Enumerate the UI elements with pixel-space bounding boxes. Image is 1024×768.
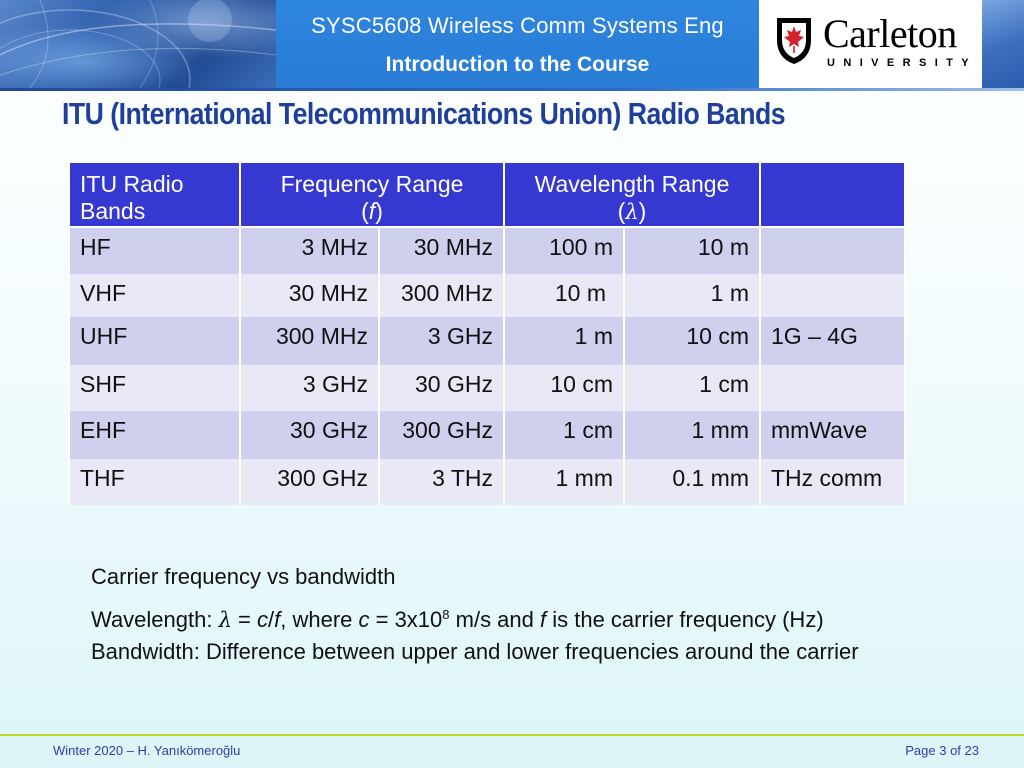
- wavelength-low: 0.1 mm: [624, 459, 760, 505]
- footer-author: Winter 2020 – H. Yanıkömeroğlu: [53, 743, 241, 758]
- band-note: THz comm: [760, 459, 905, 505]
- wavelength-symbol: λ: [625, 200, 639, 224]
- wavelength-high: 1 m: [504, 317, 624, 365]
- wl-units: m/s and: [449, 607, 540, 632]
- band-name: SHF: [69, 365, 240, 411]
- wl-f2: f: [540, 607, 547, 632]
- table-row: [69, 274, 905, 317]
- shield-icon: [775, 16, 813, 66]
- header-bands: ITU Radio Bands: [69, 162, 240, 227]
- wavelength-low: 1 cm: [624, 365, 760, 411]
- band-name: EHF: [69, 411, 240, 459]
- wl-c1: c: [256, 607, 268, 632]
- carleton-logo: [759, 0, 982, 88]
- wl-value: = 3x10: [369, 607, 443, 632]
- header-divider: [0, 88, 1024, 91]
- freq-high: 30 MHz: [379, 227, 504, 274]
- header-extra: [760, 162, 905, 227]
- slide-header: [0, 0, 1024, 88]
- body-line-bandwidth: Bandwidth: Difference between upper and lower frequencies around the carrier: [91, 639, 859, 664]
- freq-high: 300 MHz: [379, 274, 504, 317]
- wl-exponent: 8: [442, 607, 450, 622]
- header-frequency-label: Frequency Range: [280, 171, 464, 197]
- freq-low: 3 GHz: [240, 365, 379, 411]
- table-row: [69, 365, 905, 411]
- header-wavelength-label: Wavelength Range: [534, 171, 730, 197]
- wl-eq: =: [231, 607, 257, 632]
- wl-prefix: Wavelength:: [91, 607, 219, 632]
- wl-slash: /: [267, 607, 275, 632]
- wl-f1: f: [274, 607, 281, 632]
- wavelength-high: 1 mm: [504, 459, 624, 505]
- freq-low: 300 GHz: [240, 459, 379, 505]
- itu-bands-table: [68, 161, 906, 505]
- course-code: SYSC5608 Wireless Comm Systems Eng: [311, 13, 724, 38]
- table-header-row: [69, 162, 905, 227]
- band-note: mmWave: [760, 411, 905, 459]
- lambda-symbol: λ: [218, 608, 232, 632]
- band-name: HF: [69, 227, 240, 274]
- wavelength-low: 1 mm: [624, 411, 760, 459]
- band-note: [760, 274, 905, 317]
- wavelength-high: 10 m: [504, 274, 624, 317]
- freq-low: 300 MHz: [240, 317, 379, 365]
- band-name: UHF: [69, 317, 240, 365]
- band-name: THF: [69, 459, 240, 505]
- wl-c2: c: [358, 607, 370, 632]
- wl-tail: is the carrier frequency (Hz): [546, 607, 824, 632]
- band-name: VHF: [69, 274, 240, 317]
- body-line-carrier: Carrier frequency vs bandwidth: [91, 564, 396, 589]
- table-row: [69, 317, 905, 365]
- band-note: [760, 227, 905, 274]
- footer-divider: [0, 734, 1024, 736]
- wavelength-high: 100 m: [504, 227, 624, 274]
- header-globe-image: [0, 0, 276, 88]
- freq-high: 3 THz: [379, 459, 504, 505]
- page-number: Page 3 of 23: [905, 743, 979, 758]
- freq-high: 300 GHz: [379, 411, 504, 459]
- freq-low: 3 MHz: [240, 227, 379, 274]
- body-line-wavelength: [91, 607, 824, 633]
- freq-low: 30 MHz: [240, 274, 379, 317]
- header-wavelength: Wavelength Range (λ): [504, 162, 760, 227]
- wavelength-high: 1 cm: [504, 411, 624, 459]
- logo-subtext: UNIVERSITY: [827, 57, 978, 69]
- table-row: [69, 411, 905, 459]
- header-subtitle: Introduction to the Course: [385, 53, 650, 76]
- band-note: 1G – 4G: [760, 317, 905, 365]
- freq-high: 3 GHz: [379, 317, 504, 365]
- table-row: [69, 227, 905, 274]
- frequency-symbol: f: [368, 198, 376, 224]
- logo-wordmark: Carleton: [823, 11, 957, 56]
- wavelength-low: 10 m: [624, 227, 760, 274]
- freq-low: 30 GHz: [240, 411, 379, 459]
- wavelength-low: 1 m: [624, 274, 760, 317]
- wavelength-high: 10 cm: [504, 365, 624, 411]
- slide-title: ITU (International Telecommunications Union) Radio Bands: [62, 96, 786, 131]
- wavelength-low: 10 cm: [624, 317, 760, 365]
- header-frequency: Frequency Range (f): [240, 162, 504, 227]
- wl-where: , where: [280, 607, 359, 632]
- table-row: [69, 459, 905, 505]
- band-note: [760, 365, 905, 411]
- freq-high: 30 GHz: [379, 365, 504, 411]
- header-title-band: [276, 0, 759, 88]
- header-decor-image: [982, 0, 1024, 88]
